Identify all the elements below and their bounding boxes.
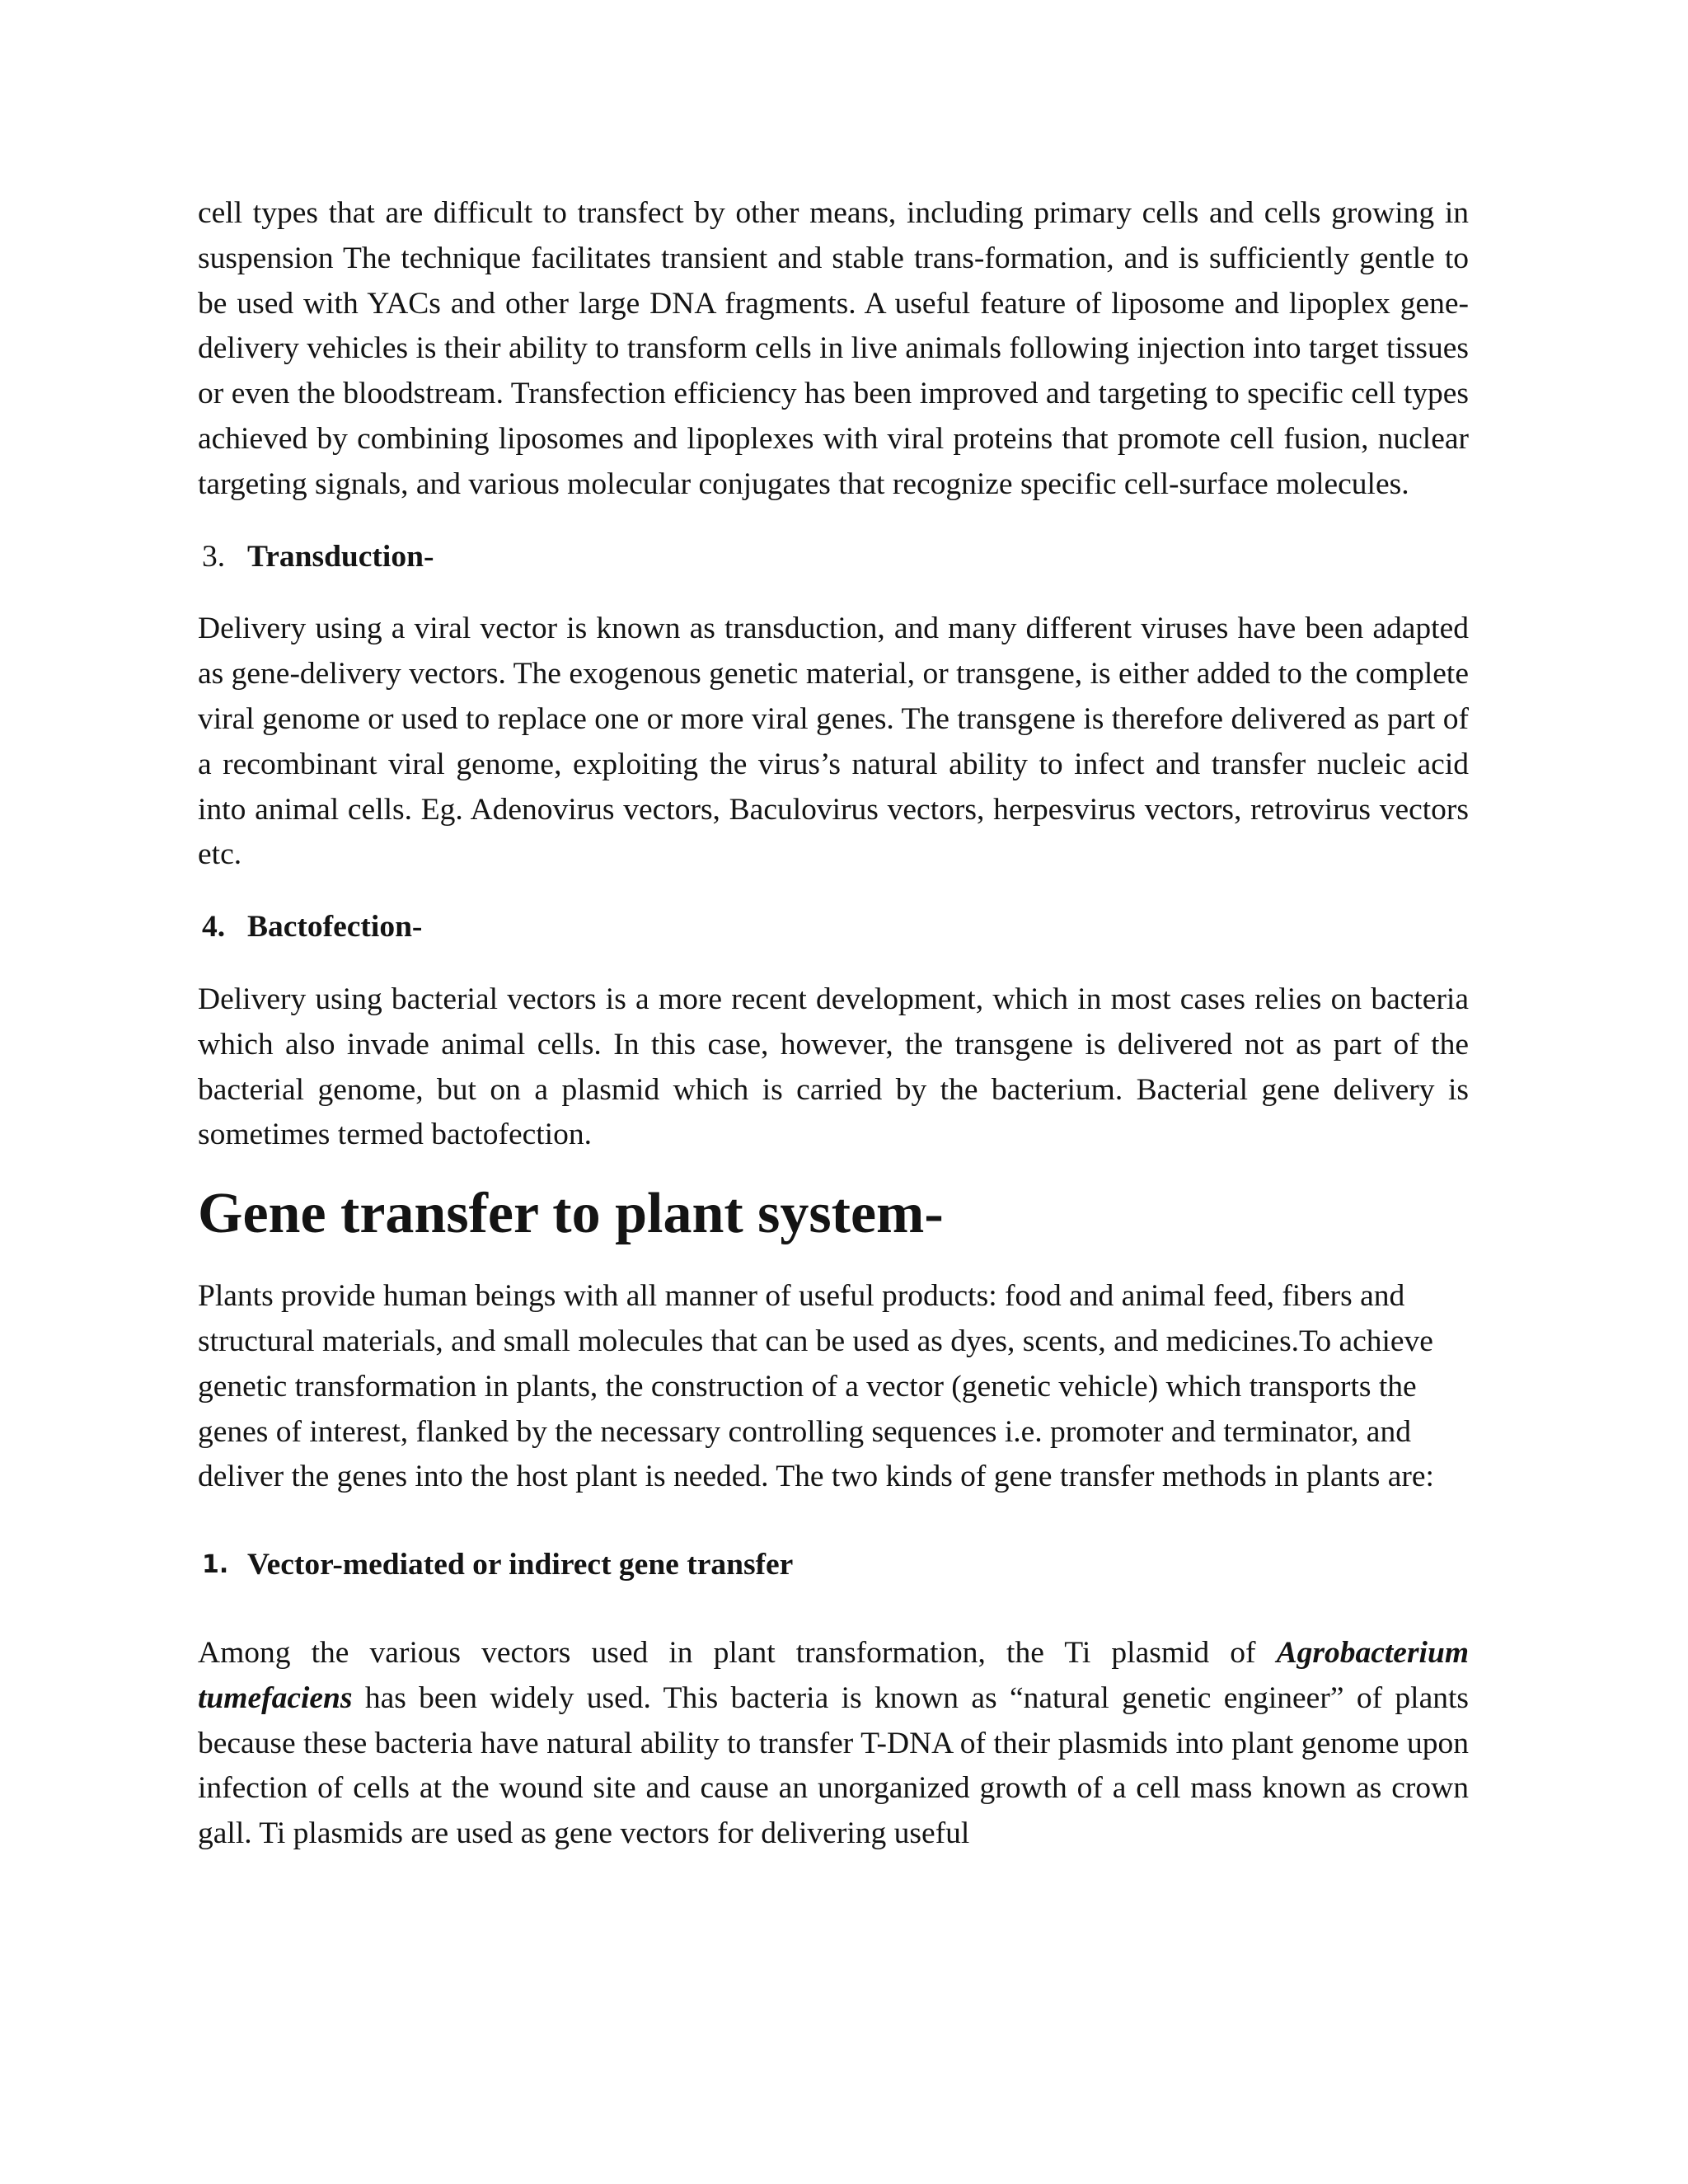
document-page	[198, 191, 1469, 1857]
heading-number: 4.	[202, 910, 226, 944]
section-title: Gene transfer to plant system-	[198, 1182, 944, 1246]
heading-label: Transduction-	[247, 539, 434, 574]
heading-label: Bactofection-	[247, 910, 423, 944]
paragraph-bactofection: Delivery using bacterial vectors is a more recent development, which in most cases relies on bacteria which also invade animal cells. In this case, however, the transgene is delivered not as part of the bacterial genome, but on a plasmid which is carried by the bacterium. Bacterial gene delivery is sometimes termed bactofection.	[198, 982, 1469, 1152]
paragraph-liposome: cell types that are difficult to transfect by other means, including primary cells and cells growing in suspension The technique facilitates transient and stable trans-formation, and is sufficiently gentle to be used with YACs and other large DNA fragments. A useful feature of liposome and lipoplex gene-delivery vehicles is their ability to transform cells in live animals following injection into target tissues or even the bloodstream. Transfection efficiency has been improved and targeting to specific cell types achieved by combining liposomes and lipoplexes with viral proteins that promote cell fusion, nuclear targeting signals, and various molecular conjugates that recognize specific cell-surface molecules.	[198, 196, 1469, 501]
heading-bactofection	[198, 905, 1469, 950]
heading-transduction	[198, 535, 1469, 580]
heading-number: 3.	[202, 539, 226, 574]
heading-label: Vector-mediated or indirect gene transfer	[247, 1548, 794, 1582]
paragraph-vector-mediated	[198, 1631, 1469, 1857]
heading-vector-mediated	[198, 1543, 1469, 1588]
paragraph-transduction: Delivery using a viral vector is known as transduction, and many different viruses have been adapted as gene-delivery vectors. The exogenous genetic material, or transgene, is either added to the complete viral genome or used to replace one or more viral genes. The transgene is therefore delivered as part of a recombinant viral genome, exploiting the virus’s natural ability to infect and transfer nucleic acid into animal cells. Eg. Adenovirus vectors, Baculovirus vectors, herpesvirus vectors, retrovirus vectors etc.	[198, 612, 1469, 872]
text-run: Among the various vectors used in plant transformation, the Ti plasmid of	[198, 1635, 1277, 1670]
species-name: Agrobacterium tumefaciens	[198, 1635, 1469, 1715]
paragraph-plants: Plants provide human beings with all manner of useful products: food and animal feed, fibers and structural materials, and small molecules that can be used as dyes, scents, and medicines.To achieve genetic transformation in plants, the construction of a vector (genetic vehicle) which transports the genes of interest, flanked by the necessary controlling sequences i.e. promoter and terminator, and deliver the genes into the host plant is needed. The two kinds of gene transfer methods in plants are:	[198, 1279, 1434, 1494]
heading-number: 1.	[202, 1550, 229, 1580]
text-run: has been widely used. This bacteria is known as “natural genetic engineer” of plants because these bacteria have natural ability to transfer T-DNA of their plasmids into plant genome upon infection of cells at the wound site and cause an unorganized growth of a cell mass known as crown gall. Ti plasmids are used as gene vectors for delivering useful	[198, 1680, 1469, 1851]
